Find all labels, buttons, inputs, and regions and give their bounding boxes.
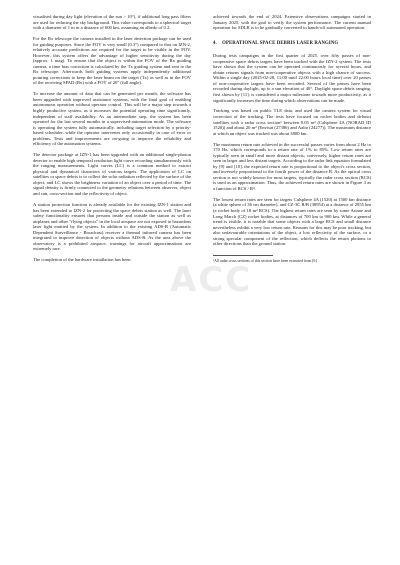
section-heading (213, 41, 371, 48)
footnote-divider (213, 255, 273, 256)
paragraph: Tracking was based on public TLE data, and used the camera system for visual correction of the tracking. The tests have focused on rocket bodies and defunct satellites with a radar cross section¹ between 0.05 m² (Calsphere 4A (NORAD ID 1520)) and about 20 m² (Envisat (27386) and Aalto (24277)). The maximum distance at which an object was tracked was about 3800 km. (213, 108, 371, 136)
paragraph: For the Rx telescope the camera installed in the laser detection package can be used for guiding purposes. Since the FOV is very small (0.3°) compared to that on IZN-2, relatively accurate predictions are required for the target to be visible in the FOV. However, this system offers the advantage of higher sensitivity during the day (approx. 1 mag). To ensure that the object is within the FOV of the Rx guiding camera, a time bias correction is calculated by the Tx guiding system and sent to the Rx telescope. Afterwards both guiding systems apply independently additional pointing corrections to keep the laser beam on the target (Tx) as well as in the FOV of the receiving SPAD (Rx) with a FOV of 20″ (full angle). (33, 36, 191, 86)
left-column (33, 14, 191, 268)
paragraph: achieved towards the end of 2024. Extensive observations campaigns started in January 2025, with the goal to verify the system performance. The current manual operation for SDLR is to be gradually converted to hands-off automated operation. (213, 14, 371, 31)
paragraph: During tests campaigns in the first quarter of 2025, over fifty passes of non-cooperative space debris targets have been tracked with the IZN-2 system. The tests have shown that the system can be operated continuously for several hours, and obtain returns signals from non-cooperative objects with a high chance of success. Within a single day (2025-02-28, 11:00 until 22:00 hours local time) over 20 passes of non-cooperative targets have been recorded. Several of the passes have been recorded during daylight, up to a sun elevation of 40°. Daylight space debris ranging, first shown by [11], is considered a major milestone towards more productivity, as it significantly increases the time during which observations can be made. (213, 53, 371, 103)
paragraph: visualised during day light (elevation of the sun > 10°), if additional long pass filters are used for reducing the sky background. This value corresponds to a spherical target with a diameter of 1 m in a distance of 600 km, assuming an albedo of 0.2. (33, 14, 192, 31)
right-column (213, 14, 371, 263)
paragraph: The detector package at IZN-1 has been upgraded with an additional single-photon detector to enable high temporal resolution light curve recording simultaneously with the ranging measurements. Light curves (LC) is a common method to extract physical and dynamical characters of various targets. The application of LC on satellites or space debris is to collect the solar radiation reflected by the surface of the object, and LC shows the brightness variation of an object over a period of time. The signal density is firmly connected to the geometry relations between observer, object and sun, cross-section and the reflectivity of object. (33, 152, 191, 197)
footnote: ¹All radar cross sections of this section have been extracted from [6] (213, 258, 317, 263)
paragraph: A station protection function is already available for the existing IZN-1 station and has been extended to IZN-2 for protecting the space debris station as well. The laser safety functionality ensures that persons inside and outside the station as well as airplanes and other "flying objects" in the local airspace are not exposed to hazardous laser light emitted by the system. In addition to the existing ADS-B (Automatic Dependent Surveillance - Broadcast) receiver a thermal infrared camera has been integrated to improve detection of objects without ADS-B. As the area above the observatory is a prohibited airspace, warnings for aircraft approximations are extremely rare. (33, 201, 191, 252)
section-number: 4. (213, 40, 217, 46)
paragraph: The maximum return rate achieved in the successful passes varies from about 2 Hz to 170 Hz, which corresponds to a return rate of 1% to 85%. Low return rates are typically seen in small and more distant objects; conversely, higher return rates are seen in larger and less distant targets. According to the radar link equation formulated by [9] and [10], the expected return rate is proportional to the object's cross section, and inversely proportional to the fourth power of the distance R. As the optical cross section is not widely known for most targets, typically the radar cross section (RCS) is used as an approximation. Thus, the achieved return rates are shown in Figure 3 as a function of RCS / R⁴. (213, 141, 371, 191)
paragraph: The completion of the hardware installation has been (33, 257, 131, 263)
paragraph: The lowest return rates are seen for targets Calsphere 4A (1520) at 1500 km distance (a white sphere of 36 cm diameter), and CZ-3C R/B (38954) at a distance of 2955 km (a rocket body of 18 m² RCS). The highest return rates are seen by some Ariane and Long March (CZ) rocket bodies, at distances of 700 km to 900 km. While a general trend is visible, it is notable that some objects with a large RCS and small distance nevertheless exhibit a very low return rate. Reasons for this may be poor tracking, but also unfavourable orientations of the object, a low reflectivity of the surface, or a strong specular component of the reflection, which deflects the return photons to other directions than the ground station. (213, 196, 371, 247)
paragraph: To increase the amount of data that can be generated per month, the software has been upgraded with improved assistance systems, with the final goal of enabling autonomous operation without operator control. This will be a major step towards a highly productive system, as it increases the potential operating time significantly, independent of staff availability. As an intermediate step, the system has been operated for the last several months in a supervised-automation mode. The software is operating the system fully automatically, including target selection by a priority-based scheduler, while the operator intervenes only occasionally in case of error or problems. Tests and improvements are on-going to improve the reliability and efficiency of the automation systems. (33, 91, 191, 147)
watermark: ACC (170, 260, 253, 300)
section-title: OPERATIONAL SPACE DEBRIS LASER RANGING (222, 40, 339, 46)
